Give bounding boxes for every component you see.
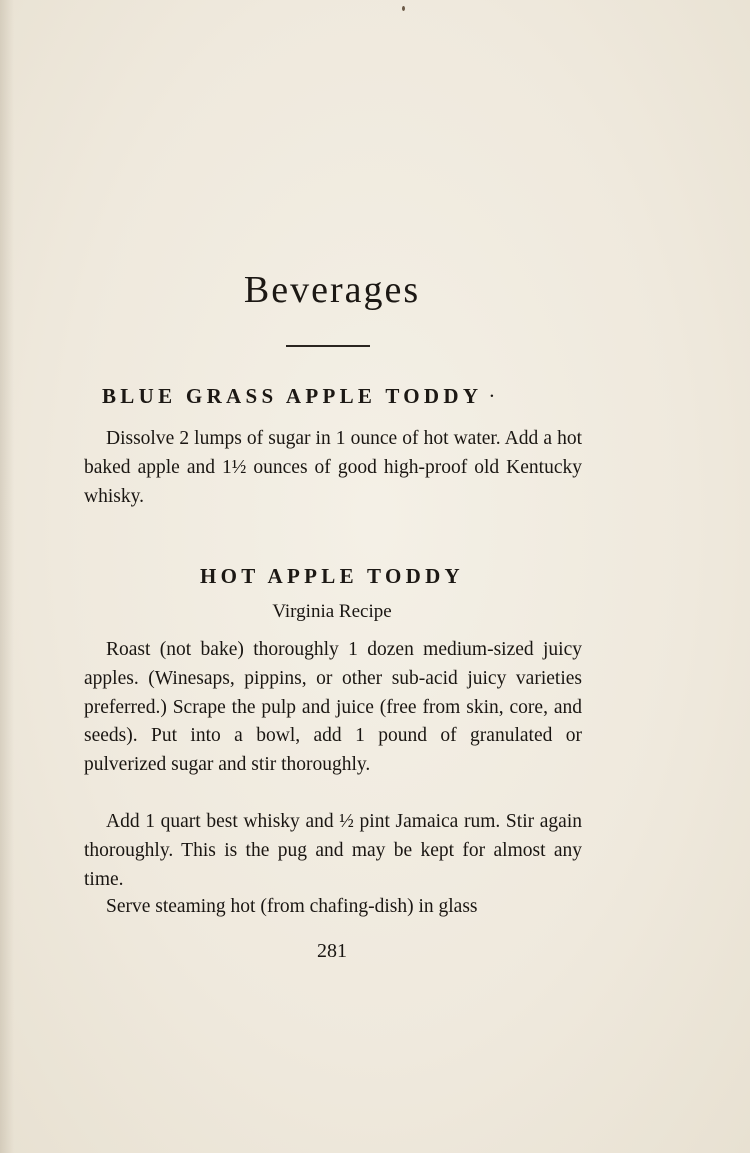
- page-number: 281: [317, 940, 347, 962]
- heading-mark: ·: [488, 384, 496, 408]
- recipe-paragraph: Serve steaming hot (from chafing-dish) in glass: [106, 896, 478, 917]
- paper-speck: [402, 6, 405, 11]
- recipe-heading-hot-apple-toddy: HOT APPLE TODDY: [199, 564, 465, 588]
- recipe-paragraph: Add 1 quart best whisky and ½ pint Jamaica rum. Stir again thoroughly. This is the pug and may be kept for almost any time.: [84, 811, 582, 890]
- recipe-paragraph: Dissolve 2 lumps of sugar in 1 ounce of hot water. Add a hot baked apple and 1½ ounces of good high-proof old Kentucky whisky.: [84, 428, 582, 507]
- recipe-heading-text: BLUE GRASS APPLE TODDY: [102, 384, 483, 408]
- title-rule: [286, 345, 370, 347]
- page-title: Beverages: [243, 269, 421, 311]
- recipe-paragraph: Roast (not bake) thoroughly 1 dozen medium-sized juicy apples. (Winesaps, pippins, or other sub-acid juicy varieties preferred.) Scrape the pulp and juice (free from skin, core, and seeds). Put into a bowl, add 1 pound of granulated or pulverized sugar and stir thoroughly.: [84, 639, 582, 776]
- recipe-heading-blue-grass-apple-toddy: [102, 384, 495, 409]
- recipe-subheading: Virginia Recipe: [272, 601, 392, 622]
